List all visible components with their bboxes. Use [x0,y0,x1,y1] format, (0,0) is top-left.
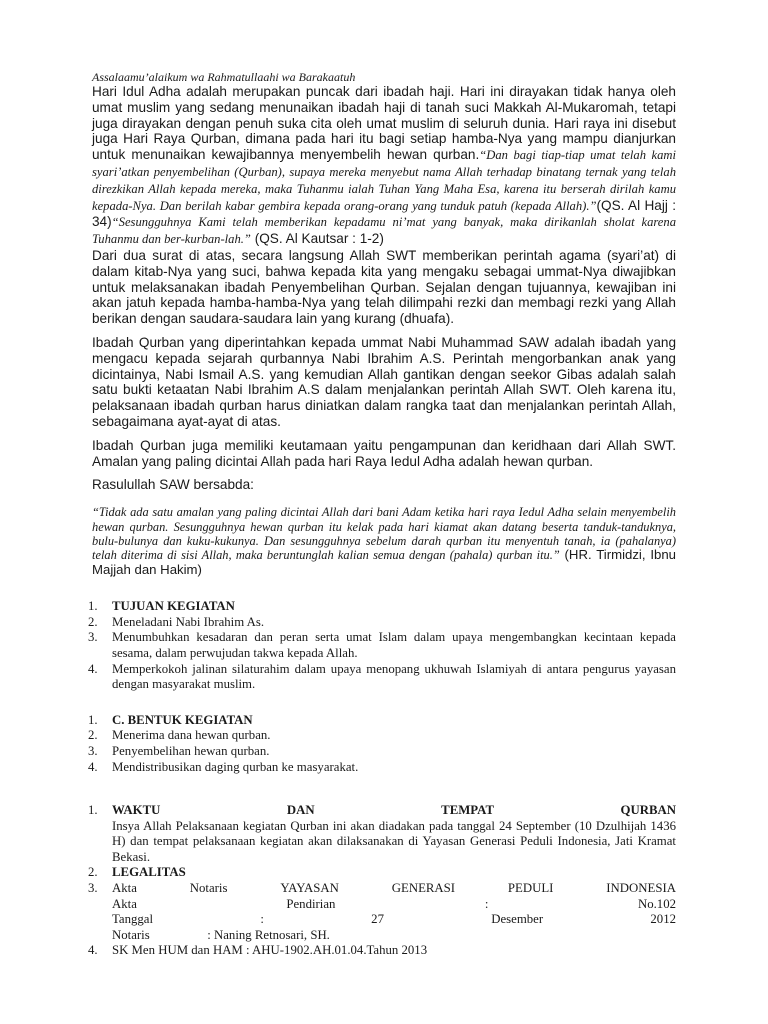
intro-paragraph [92,84,676,248]
section-title-legalitas: LEGALITAS [112,865,186,880]
sk-menhum: SK Men HUM dan HAM : AHU-1902.AH.01.04.Tahun 2013 [112,943,428,958]
section-title-bentuk: C. BENTUK KEGIATAN [112,712,253,727]
list-item: 3. Menumbuhkan kesadaran dan peran serta umat Islam dalam upaya mengembangkan kecintaan kepada sesama, dalam perwujudan takwa kepada Allah. [88,630,676,660]
notaris-row: Notaris : Naning Retnosari, SH. [112,927,330,942]
ref-hajj: (QS. Al Hajj : 34) [92,197,677,230]
list-item: 2. Menerima dana hewan qurban. [88,728,271,743]
paragraph-keutamaan: Ibadah Qurban juga memiliki keutamaan yaitu pengampunan dan keridhaan dari Allah SWT. Amalan yang paling dicintai Allah pada hari Raya Iedul Adha adalah hewan qurban. [92,437,676,469]
list-item: 1. WAKTU DAN TEMPAT QURBAN Insya Allah Pelaksanaan kegiatan Qurban ini akan diadakan pada tanggal 24 September (10 Dzulhijah 1436 H) dan tempat pelaksanaan kegiatan akan dilaksanakan di Yayasan Generasi Peduli Indonesia, Jati Kramat Bekasi. [88,803,676,864]
quote-hajj: “Dan bagi tiap-tiap umat telah kami syari’atkan penyembelihan (Qurban), supaya mereka menyebut nama Allah terhadap binatang ternak yang telah direzkikan Allah kepada mereka, maka Tuhanmu ialah Tuhan Yang Maha Esa, karena itu berserah dirilah kamu kepada-Nya. Dan berilah kabar gembira kepada orang-orang yang tunduk patuh (kepada Allah).” [92,148,676,213]
waktu-list [88,803,676,959]
tujuan-list [88,599,676,693]
akta-pendirian-row: Akta Pendirian : No.102 [112,896,676,911]
paragraph-sejarah: Ibadah Qurban yang diperintahkan kepada ummat Nabi Muhammad SAW adalah ibadah yang mengacu kepada sejarah qurbannya Nabi Ibrahim A.S. Perintah mengorbankan anak yang dicintainya, Nabi Ismail A.S. yang kemudian Allah gantikan dengan seekor Gibas adalah salah satu bukti ketaatan Nabi Ibrahim A.S dalam menjalankan perintah Allah SWT. Oleh karena itu, pelaksanaan ibadah qurban harus diniatkan dalam rangka taat dan menjalankan perintah Allah, sebagaimana ayat-ayat di atas. [92,334,676,429]
list-item: 1. TUJUAN KEGIATAN [88,599,235,614]
hadith-quote [92,505,676,577]
list-item: 1. C. BENTUK KEGIATAN [88,712,253,727]
list-item: 3. Penyembelihan hewan qurban. [88,743,270,758]
list-item: 3. Akta Notaris YAYASAN GENERASI PEDULI INDONESIA Akta Pendirian : No.102 Tanggal : 27 Desember 2012 Notaris : Naning Retnosari, SH. [88,881,676,942]
quote-kautsar: “Sesungguhnya Kami telah memberikan kepadamu ni’mat yang banyak, maka dirikanlah sholat karena Tuhanmu dan ber-kurban-lah.” [92,215,676,247]
greeting: Assalaamu’alaikum wa Rahmatullaahi wa Barakaatuh [92,70,356,84]
paragraph-perintah: Dari dua surat di atas, secara langsung Allah SWT memberikan perintah agama (syari’at) di dalam kitab-Nya yang suci, bahwa kepada kita yang mengaku sebagai ummat-Nya diwajibkan untuk melaksanakan ibadah Penyembelihan Qurban. Sejalan dengan tujuannya, kewajiban ini akan jatuh kepada hamba-hamba-Nya yang telah dilimpahi rezki dan membagi rezki yang Allah berikan dengan saudara-saudara lain yang kurang (dhuafa). [92,247,676,327]
ref-kautsar: (QS. Al Kautsar : 1-2) [250,231,384,247]
hadith-ref: (HR. Tirmidzi, Ibnu Majjah dan Hakim) [92,547,676,577]
section-title-waktu: WAKTU DAN TEMPAT QURBAN [112,803,676,818]
list-item: 2. LEGALITAS [88,865,186,880]
hadith-text: “Tidak ada satu amalan yang paling dicintai Allah dari bani Adam ketika hari raya Iedul Adha selain menyembelih hewan qurban. Sesungguhnya hewan qurban itu kelak pada hari kiamat akan datang beserta tanduk-tanduknya, bulu-bulunya dan kuku-kukunya. Dan sesungguhnya sebelum darah qurban itu menyentuh tanah, ia (pahalanya) telah diterima di sisi Allah, maka beruntunglah kalian semua dengan (pahala) qurban itu.” [92,505,676,563]
document-page [88,70,677,959]
list-item: 4. SK Men HUM dan HAM : AHU-1902.AH.01.04.Tahun 2013 [88,943,428,958]
list-item: 2. Meneladani Nabi Ibrahim As. [88,614,265,629]
paragraph-rasulullah: Rasulullah SAW bersabda: [92,477,254,493]
akta-notaris-row: Akta Notaris YAYASAN GENERASI PEDULI INDONESIA [112,881,676,896]
intro-text: Hari Idul Adha adalah merupakan puncak dari ibadah haji. Hari ini dirayakan tidak hanya oleh umat muslim yang sedang menunaikan ibadah haji di tanah suci Makkah Al-Mukaromah, tetapi juga dirayakan dengan penuh suka cita oleh umat muslim di seluruh dunia. Hari raya ini disebut juga Hari Raya Qurban, dimana pada hari itu bagi setiap hamba-Nya yang mampu dianjurkan untuk menunaikan kewajibannya menyembelih hewan qurban. [92,84,676,163]
waktu-body: Insya Allah Pelaksanaan kegiatan Qurban ini akan diadakan pada tanggal 24 September (10 Dzulhijah 1436 H) dan tempat pelaksanaan kegiatan akan dilaksanakan di Yayasan Generasi Peduli Indonesia, Jati Kramat Bekasi. [112,818,676,864]
list-item: 4. Memperkokoh jalinan silaturahim dalam upaya menopang ukhuwah Islamiyah di antara pengurus yayasan dengan masyarakat muslim. [88,661,676,692]
section-title-tujuan: TUJUAN KEGIATAN [112,599,235,614]
list-item: 4. Mendistribusikan daging qurban ke masyarakat. [88,759,359,774]
bentuk-list [88,713,676,775]
tanggal-row: Tanggal : 27 Desember 2012 [112,912,676,927]
